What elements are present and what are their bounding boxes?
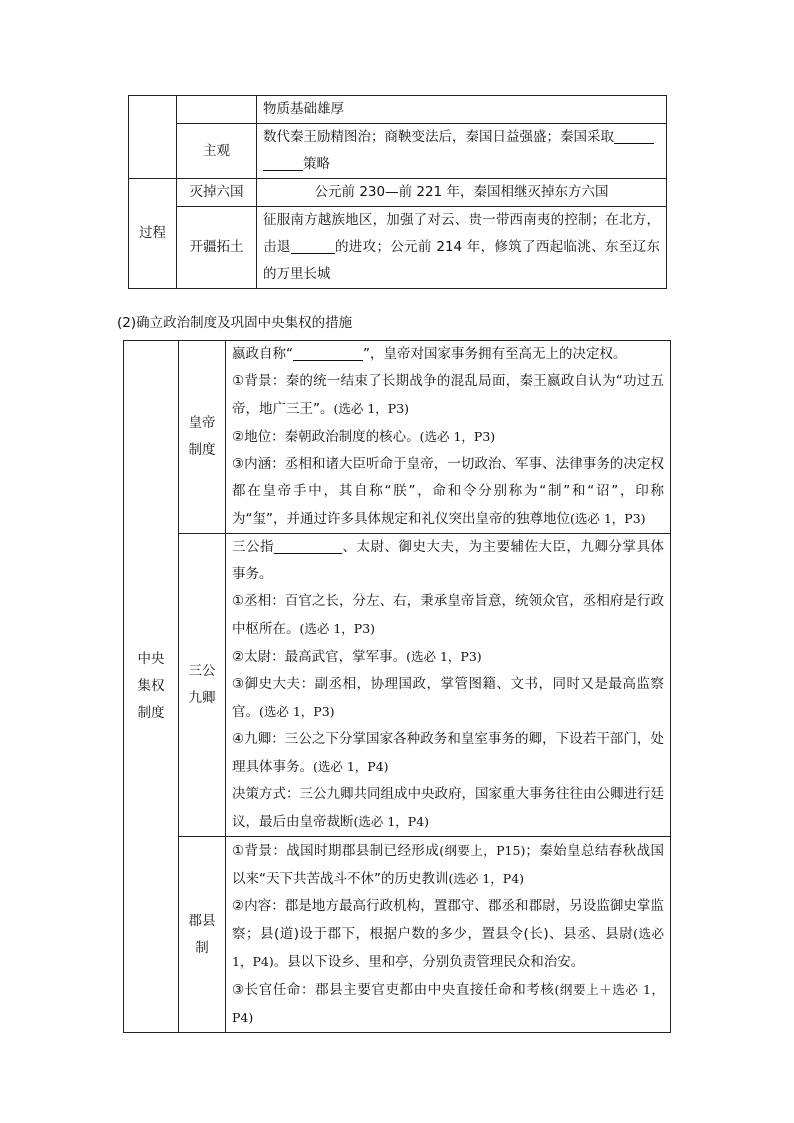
table-unification-process <box>128 95 667 289</box>
table-central-system <box>123 340 671 1033</box>
fill-blank <box>291 237 335 254</box>
cell-zhuguan: 数代秦王励精图治；商鞅变法后，秦国日益强盛；秦国采取 策略 <box>257 124 667 179</box>
cell-kaijiang: 征服南方越族地区，加强了对云、贵一带西南夷的控制；在北方，击退 的进攻；公元前 214 年，修筑了西起临洮、东至辽东的万里长城 <box>257 207 667 289</box>
label-zhuguan: 主观 <box>177 124 257 179</box>
label-emperor-system: 皇帝 制度 <box>179 341 226 534</box>
label-three-lords: 三公 九卿 <box>179 534 226 837</box>
label-miediao: 灭掉六国 <box>177 179 257 207</box>
label-prefecture-county: 郡县 制 <box>179 837 226 1033</box>
label-kaijiang: 开疆拓土 <box>177 207 257 289</box>
fill-blank <box>293 344 363 361</box>
empty-subcategory-cell <box>177 96 257 124</box>
section-title: (2)确立政治制度及巩固中央集权的措施 <box>117 315 353 331</box>
row-material-basis: 物质基础雄厚 <box>257 96 667 124</box>
cell-three-lords: 三公指 、太尉、御史大夫，为主要辅佐大臣，九卿分掌具体事务。 ①丞相：百官之长，分左、右，秉承皇帝旨意，统领众官，丞相府是行政中枢所在。(选必 1，P3) ②太尉：最高武官，掌军事。(选必 1，P3) ③御史大夫：副丞相，协理国政，掌管图籍、文书，同时又是最高监察官。(选必 1，P3) ④九卿：三公之下分掌国家各种政务和皇室事务的卿，下设若干部门，处理具体事务。(选必 1，P4) 决策方式：三公九卿共同组成中央政府，国家重大事务往往由公卿进行廷议，最后由皇帝裁断(选必 1，P4) <box>226 534 671 837</box>
cell-prefecture-county: ①背景：战国时期郡县制已经形成(纲要上，P15)；秦始皇总结春秋战国以来“天下共苦战斗不休”的历史教训(选必 1，P4) ②内容：郡是地方最高行政机构，置郡守、郡丞和郡尉，另设监御史掌监察；县(道)设于郡下，根据户数的多少，置县令(长)、县丞、县尉(选必 1，P4)。县以下设乡、里和亭，分别负责管理民众和治安。 ③长官任命：郡县主要官吏都由中央直接任命和考核(纲要上＋选必 1，P4) <box>226 837 671 1033</box>
fill-blank <box>274 537 342 554</box>
empty-category-cell <box>129 96 177 179</box>
cell-miediao: 公元前 230—前 221 年，秦国相继灭掉东方六国 <box>257 179 667 207</box>
cell-emperor-system: 嬴政自称“ ”，皇帝对国家事务拥有至高无上的决定权。 ①背景：秦的统一结束了长期战争的混乱局面，秦王嬴政自认为“功过五帝，地广三王”。(选必 1，P3) ②地位：秦朝政治制度的核心。(选必 1，P3) ③内涵：丞相和诸大臣听命于皇帝，一切政治、军事、法律事务的决定权都在皇帝手中，其自称“朕”，命和令分别称为“制”和“诏”，印称为“玺”，并通过许多具体规定和礼仪突出皇帝的独尊地位(选必 1，P3) <box>226 341 671 534</box>
label-guocheng: 过程 <box>129 179 177 289</box>
label-central-system: 中央 集权 制度 <box>124 341 179 1033</box>
fill-blank <box>263 154 303 171</box>
fill-blank <box>614 127 654 144</box>
